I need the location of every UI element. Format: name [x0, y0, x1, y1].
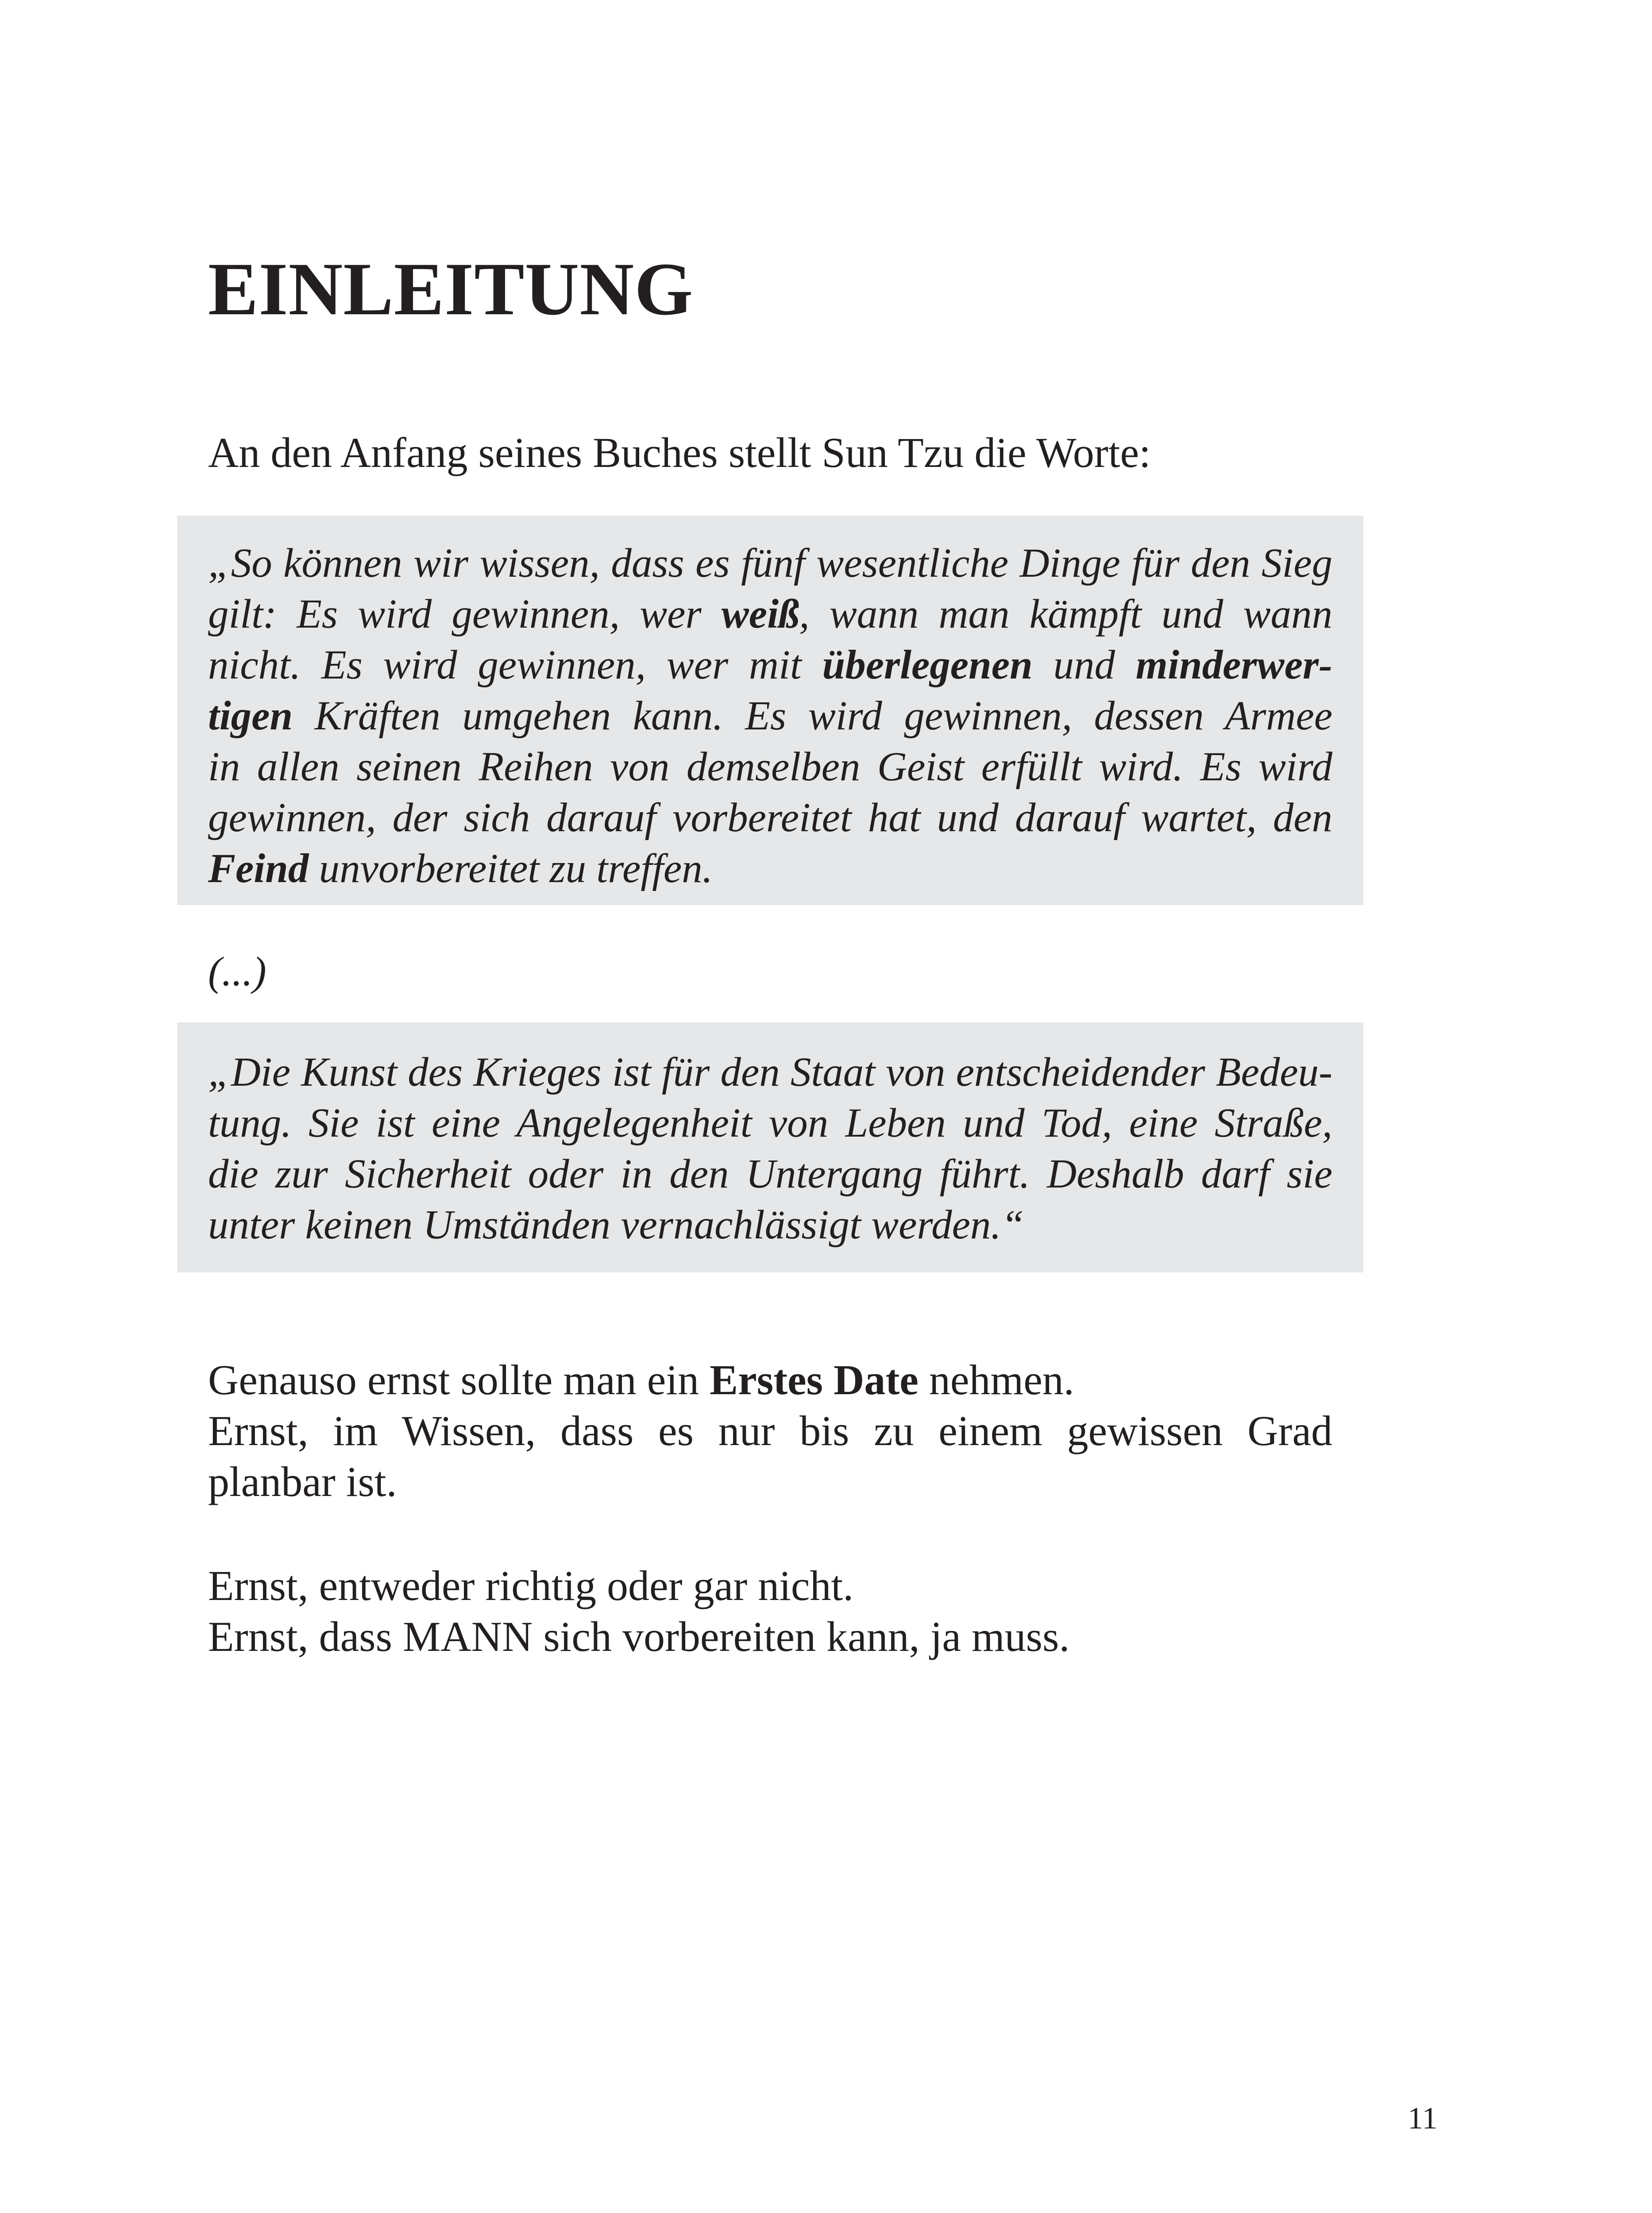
body-line: Genauso ernst sollte man ein Erstes Date nehmen. [208, 1356, 1074, 1403]
quote-line: in allen seinen Reihen von demselben Geist erfüllt wird. Es wird [208, 744, 1332, 790]
body-paragraph-1 [208, 1354, 1332, 1507]
quote-block-2 [177, 1022, 1363, 1272]
quote-line: tung. Sie ist eine Angelegenheit von Leben und Tod, eine Straße, [208, 1100, 1332, 1146]
body-line: Ernst, im Wissen, dass es nur bis zu einem gewissen Grad [208, 1407, 1332, 1454]
quote-line: „So können wir wissen, dass es fünf wesentliche Dinge für den Sieg [208, 540, 1332, 586]
body-line: Ernst, dass MANN sich vorbereiten kann, ja muss. [208, 1613, 1070, 1660]
quote-line: nicht. Es wird gewinnen, wer mit überlegenen und minderwer- [208, 642, 1332, 688]
omission-marker: (...) [208, 949, 266, 995]
chapter-heading: EINLEITUNG [208, 247, 694, 331]
body-line: planbar ist. [208, 1458, 397, 1505]
body-line: Ernst, entweder richtig oder gar nicht. [208, 1562, 854, 1609]
quote-line: die zur Sicherheit oder in den Untergang führt. Deshalb darf sie [208, 1151, 1332, 1197]
emphasis-word: Feind [208, 846, 309, 891]
quote-line: „Die Kunst des Krieges ist für den Staat von entscheidender Bedeu- [208, 1049, 1332, 1095]
intro-sentence: An den Anfang seines Buches stellt Sun Tzu die Worte: [208, 429, 1151, 476]
quote-block-1 [177, 516, 1363, 905]
quote-line: unter keinen Umständen vernachlässigt werden.“ [208, 1202, 1024, 1248]
body-paragraph-2 [208, 1560, 1332, 1662]
emphasis-word: tigen [208, 693, 293, 739]
emphasis-word: minderwer- [1135, 642, 1332, 688]
emphasis-word: überlegenen [822, 642, 1033, 688]
quote-line: Feind unvorbereitet zu treffen. [208, 846, 713, 891]
quote-line: gewinnen, der sich darauf vorbereitet hat und darauf wartet, den [208, 795, 1332, 840]
quote-line: tigen Kräften umgehen kann. Es wird gewinnen, dessen Armee [208, 693, 1332, 739]
emphasis-word: weiß [721, 591, 799, 637]
page-number: 11 [1408, 2101, 1438, 2136]
quote-line: gilt: Es wird gewinnen, wer weiß, wann man kämpft und wann [208, 591, 1332, 637]
emphasis-word: Erstes Date [710, 1356, 919, 1403]
